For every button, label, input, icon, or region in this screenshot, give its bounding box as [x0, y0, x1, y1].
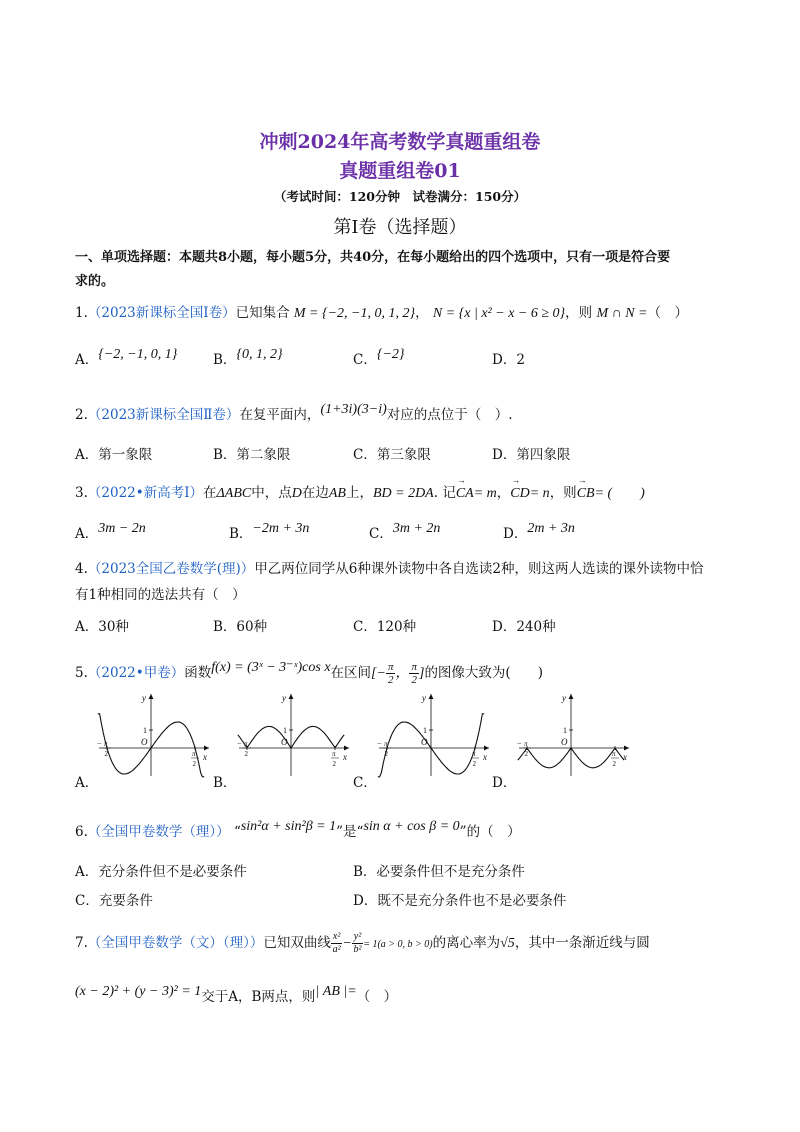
q6-mid: ”是“ [336, 824, 364, 840]
tick-right-den: 2 [332, 760, 336, 768]
q6-source: （全国甲卷数学（理）） [87, 824, 230, 840]
q7-condition: = 1(a > 0, b > 0) [363, 939, 433, 950]
q4-number: 4. [75, 561, 88, 577]
q1-expr: M ∩ N = [596, 306, 648, 321]
exam-info: （考试时间：120分钟 试卷满分：150分） [273, 189, 527, 204]
q7-text3: ，其中一条渐近线与圆 [514, 935, 650, 951]
q7-sqrt: √5 [500, 936, 515, 951]
q2-text2: 对应的点位于（ ）. [386, 407, 513, 423]
q7-text4: 交于A，B两点，则 [201, 989, 316, 1005]
q3-b-value: −2m + 3n [252, 521, 310, 536]
q3-vec-ca: → CA [456, 486, 474, 502]
x-axis-arrow [344, 746, 349, 751]
q1-b-value: {0, 1, 2} [236, 347, 283, 362]
x-axis-arrow [624, 746, 629, 751]
q5-frac-left-num: π [387, 661, 394, 674]
tick-left-den: 2 [524, 750, 529, 758]
q5-text1: 函数 [184, 665, 212, 681]
q3-option-b[interactable] [229, 522, 309, 543]
q1-text2: ，则 [565, 305, 593, 321]
q5-mid: ， [395, 666, 410, 681]
q6-condition-2: sin α + cos β = 0 [363, 819, 460, 834]
q7-frac-1-num: x² [332, 931, 341, 942]
tick-left-den: 2 [244, 750, 249, 758]
q5-option-a-label[interactable]: A． [75, 775, 99, 791]
question-4 [75, 557, 703, 577]
q7-frac-2 [352, 931, 363, 956]
tick-right-den: 2 [612, 760, 616, 768]
q3-option-d[interactable] [503, 522, 575, 543]
exam-subtitle: 真题重组卷01 [339, 160, 461, 182]
q6-option-d[interactable]: D．既不是充分条件也不是必要条件 [353, 893, 567, 909]
tick-right-num: π [471, 750, 476, 758]
q5-function: f(x) = (3ˣ − 3⁻ˣ)cos x [211, 660, 331, 675]
question-2 [75, 403, 513, 424]
origin-label: O [421, 737, 428, 747]
q7-text1: 已知双曲线 [263, 935, 331, 951]
origin-label: O [561, 737, 568, 747]
q3-number: 3. [75, 485, 88, 501]
q2-option-a[interactable]: A．第一象限 [75, 447, 153, 463]
q3-d-value: 2m + 3n [527, 521, 575, 536]
q3-vec-cd: → CD [510, 486, 529, 502]
y-axis-arrow [149, 694, 154, 699]
y-axis-arrow [429, 694, 434, 699]
q5-graph-d[interactable] [515, 690, 635, 780]
q4-line1: 甲乙两位同学从6种课外读物中各自选读2种，则这两人选读的课外读物中恰 [254, 561, 704, 577]
q2-source: （2023新课标全国Ⅱ卷） [87, 407, 240, 423]
y-axis-label: y [282, 693, 286, 703]
x-axis-arrow [484, 746, 489, 751]
q3-source: （2022•新高考Ⅰ） [87, 485, 204, 501]
tick-left-num: π [524, 740, 528, 748]
tick-right-num: π [611, 750, 616, 758]
instructions-line1: 一、单项选择题：本题共8小题，每小题5分，共40分，在每小题给出的四个选项中，只有一项是符合要 [75, 250, 671, 265]
q5-option-b-label[interactable]: B． [213, 775, 237, 791]
q3-comma: ， [496, 485, 511, 501]
q1-a-value: {−2, −1, 0, 1} [98, 347, 178, 362]
q7-minus: − [342, 936, 352, 951]
q1-a-label: A． [75, 352, 99, 368]
q3-text4: 上， [345, 485, 373, 501]
q7-number: 7. [75, 935, 88, 951]
x-axis-label: x [203, 752, 207, 762]
q3-edge-ab: AB [328, 486, 346, 501]
q1-option-b[interactable] [213, 348, 283, 369]
q4-option-a[interactable]: A．30种 [75, 619, 129, 635]
q5-text3: 的图像大致为( ) [424, 665, 543, 681]
y-axis-label: y [422, 693, 426, 703]
q2-option-d[interactable]: D．第四象限 [492, 447, 571, 463]
q1-d-value: 2 [516, 352, 525, 368]
tick-left-num: π [104, 740, 108, 748]
origin-label: O [281, 737, 288, 747]
tick-right-num: π [331, 750, 336, 758]
q7-frac-1-den: a² [332, 944, 341, 955]
q7-frac-2-num: y² [353, 931, 362, 942]
y-axis-arrow [289, 694, 294, 699]
q4-option-c[interactable]: C．120种 [353, 619, 417, 635]
unit-label: 1 [143, 726, 147, 735]
tick-right-num: π [191, 750, 196, 758]
q3-option-c[interactable] [369, 522, 440, 543]
q7-text2: 的离心率为 [432, 935, 501, 951]
q3-a-value: 3m − 2n [98, 521, 146, 536]
q5-frac-right-num: π [411, 661, 417, 674]
question-3 [75, 481, 645, 502]
q3-vec-cb: → CB [577, 486, 595, 502]
q7-line2 [75, 985, 397, 1006]
y-axis-label: y [562, 693, 566, 703]
q1-sep: ， [415, 305, 429, 321]
tick-neg-sign: − [97, 739, 102, 748]
q3-text2: 中，点 [251, 485, 292, 501]
q3-text5: . 记 [433, 485, 456, 501]
q5-graph-c[interactable] [375, 690, 495, 780]
q4-source: （2023全国乙卷数学(理)） [87, 561, 255, 577]
question-6 [75, 820, 521, 841]
q6-option-a[interactable]: A．充分条件但不是必要条件 [75, 864, 247, 880]
q3-eq-m: = m [473, 486, 497, 501]
q3-a-label: A． [75, 526, 99, 542]
q2-option-c[interactable]: C．第三象限 [353, 447, 431, 463]
q6-quote-close: ”的（ ） [459, 824, 521, 840]
q1-b-label: B． [213, 352, 237, 368]
unit-label: 1 [563, 726, 567, 735]
q5-text2: 在区间 [330, 665, 372, 681]
q3-text3: 在边 [301, 485, 329, 501]
tick-left-num: π [384, 740, 388, 748]
q5-option-c-label[interactable]: C． [353, 775, 377, 791]
q1-text: 已知集合 [235, 305, 290, 321]
q1-option-a[interactable] [75, 348, 177, 369]
question-5 [75, 661, 543, 686]
q7-source: （全国甲卷数学（文）（理）） [87, 935, 264, 951]
tick-left-den: 2 [384, 750, 389, 758]
x-axis-label: x [483, 752, 487, 762]
tick-neg-sign: − [377, 739, 382, 748]
q6-number: 6. [75, 824, 88, 840]
q5-interval [371, 661, 425, 687]
q5-option-d-label[interactable]: D． [492, 775, 517, 791]
section-title: 第I卷（选择题） [333, 217, 467, 238]
q5-frac-right-den: 2 [411, 674, 417, 687]
q3-eq-end: = ( ) [594, 486, 645, 501]
q3-d-label: D． [503, 526, 528, 542]
q3-text1: 在 [203, 485, 217, 501]
tick-right-den: 2 [472, 760, 476, 768]
q1-source: （2023新课标全国Ⅰ卷） [87, 305, 236, 321]
q7-frac-1 [331, 931, 342, 956]
y-axis-label: y [142, 693, 146, 703]
q5-frac-left-den: 2 [387, 674, 394, 687]
exam-title: 冲刺2024年高考数学真题重组卷 [259, 131, 541, 153]
q2-expr: (1+3i)(3−i) [320, 402, 387, 417]
q7-ab: | AB |= [315, 984, 357, 999]
q5-graph-b[interactable] [235, 690, 355, 780]
q1-paren: （ ） [647, 305, 688, 321]
q1-c-value: {−2} [376, 347, 405, 362]
q1-set-n: N = {x | x² − x − 6 ≥ 0} [432, 306, 566, 321]
q6-option-c[interactable]: C．充要条件 [75, 893, 153, 909]
q5-lb: [− [371, 666, 386, 681]
instructions-line2: 求的。 [75, 274, 115, 289]
q5-rb: ] [418, 666, 425, 681]
x-axis-arrow [204, 746, 209, 751]
q1-c-label: C． [353, 352, 377, 368]
question-7 [75, 931, 650, 956]
q7-circle: (x − 2)² + (y − 3)² = 1 [75, 984, 202, 999]
q4-option-b[interactable]: B．60种 [213, 619, 268, 635]
q5-frac-right [409, 661, 419, 686]
q7-paren: （ ） [356, 989, 398, 1005]
tick-neg-sign: − [517, 739, 522, 748]
y-axis-arrow [569, 694, 574, 699]
tick-left-den: 2 [104, 750, 109, 758]
q2-option-b[interactable]: B．第二象限 [213, 447, 291, 463]
q5-number: 5. [75, 665, 88, 681]
q1-d-label: D． [492, 352, 517, 368]
q4-line2: 有1种相同的选法共有（ ） [75, 587, 246, 603]
q3-triangle: ΔABC [216, 486, 252, 501]
q1-set-m: M = {−2, −1, 0, 1, 2} [293, 306, 416, 321]
question-1 [75, 301, 688, 322]
tick-left-num: π [244, 740, 248, 748]
q3-b-label: B． [229, 526, 253, 542]
q4-option-d[interactable]: D．240种 [492, 619, 556, 635]
unit-label: 1 [423, 726, 427, 735]
q3-option-a[interactable] [75, 522, 146, 543]
q2-number: 2. [75, 407, 88, 423]
q1-number: 1. [75, 305, 88, 321]
q3-eq: BD = 2DA [372, 486, 434, 501]
q3-c-value: 3m + 2n [392, 521, 441, 536]
tick-right-den: 2 [192, 760, 196, 768]
q2-text: 在复平面内， [239, 407, 321, 423]
q3-text6: ，则 [549, 485, 577, 501]
q3-c-label: C． [369, 526, 393, 542]
q6-option-b[interactable]: B．必要条件但不是充分条件 [353, 864, 525, 880]
origin-label: O [141, 737, 148, 747]
q5-source: （2022•甲卷） [87, 665, 185, 681]
x-axis-label: x [343, 752, 347, 762]
tick-neg-sign: − [237, 739, 242, 748]
q1-option-d[interactable] [492, 348, 525, 368]
q3-eq-n: = n [529, 486, 550, 501]
unit-label: 1 [283, 726, 287, 735]
q5-graph-a[interactable] [95, 690, 215, 780]
q1-option-c[interactable] [353, 348, 405, 369]
q6-quote-open: “ [233, 824, 241, 840]
q3-point-d: D [291, 486, 302, 501]
x-axis-label: x [623, 752, 627, 762]
q7-frac-2-den: b² [353, 944, 362, 955]
q6-condition-1: sin²α + sin²β = 1 [240, 819, 337, 834]
